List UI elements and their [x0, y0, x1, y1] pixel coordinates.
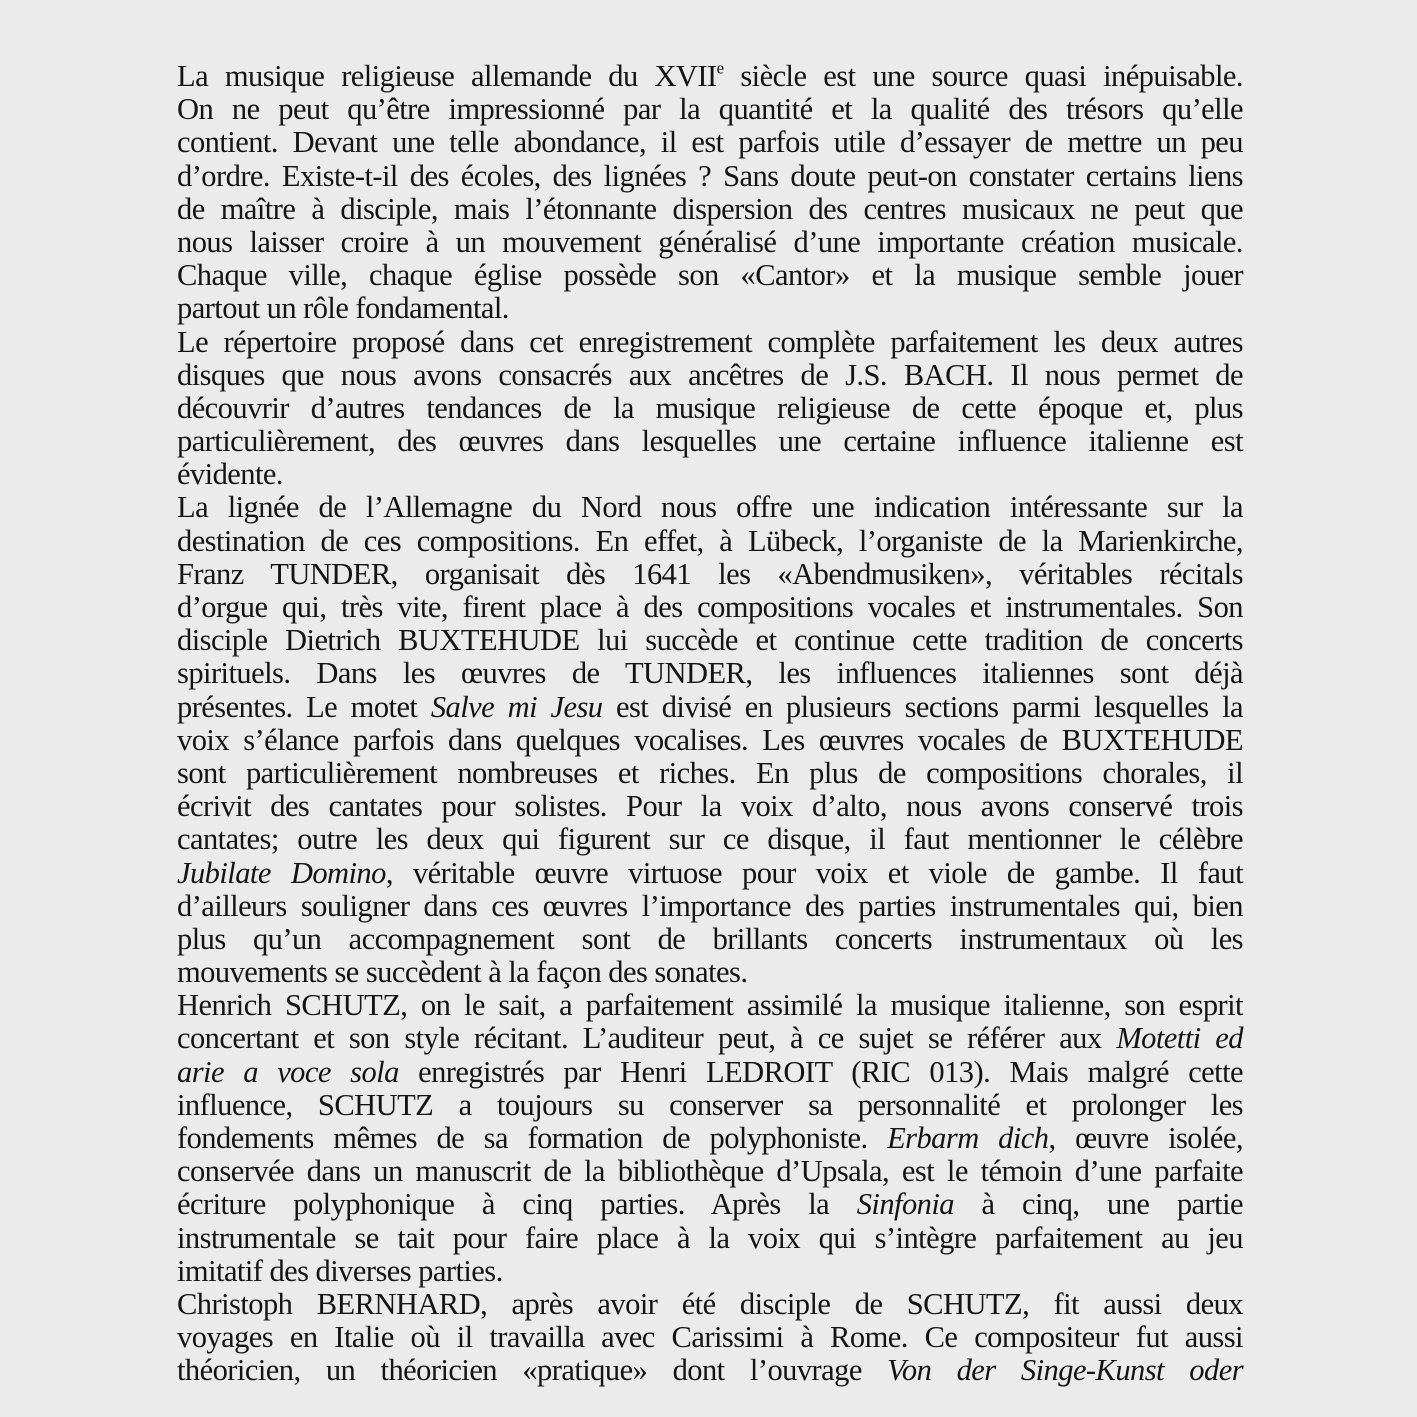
- text-run: imitatif des diverses parties.: [177, 1253, 503, 1288]
- text-line: [177, 857, 1243, 890]
- text-run: de maître à disciple, mais l’étonnante dispersion des centres musicaux ne peut que: [177, 191, 1243, 226]
- text-run: contient. Devant une telle abondance, il est parfois utile d’essayer de mettre un peu: [177, 125, 1243, 160]
- text-run: sont particulièrement nombreuses et riches. En plus de compositions chorales, il: [177, 755, 1243, 790]
- text-line: [177, 326, 1243, 359]
- text-run: spirituels. Dans les œuvres de TUNDER, les influences italiennes sont déjà: [177, 656, 1243, 691]
- italic-title: arie a voce sola: [177, 1054, 399, 1089]
- text-run: Henrich SCHUTZ, on le sait, a parfaitement assimilé la musique italienne, son esprit: [177, 988, 1243, 1023]
- text-line: [177, 126, 1243, 159]
- text-line: [177, 1188, 1243, 1221]
- text-line: [177, 757, 1243, 790]
- text-line: [177, 1022, 1243, 1055]
- text-run: La lignée de l’Allemagne du Nord nous offre une indication intéressante sur la: [177, 490, 1243, 525]
- text-line: [177, 226, 1243, 259]
- paragraph: [177, 1288, 1243, 1388]
- text-run: concertant et son style récitant. L’auditeur peut, à ce sujet se référer aux: [177, 1021, 1117, 1056]
- text-line: [177, 60, 1243, 93]
- text-line: [177, 1255, 1243, 1288]
- text-line: [177, 1222, 1243, 1255]
- paragraph: [177, 326, 1243, 492]
- text-run: théoricien, un théoricien «pratique» dont l’ouvrage: [177, 1353, 888, 1388]
- text-run: découvrir d’autres tendances de la musique religieuse de cette époque et, plus: [177, 390, 1243, 425]
- text-line: [177, 691, 1243, 724]
- text-run: voix s’élance parfois dans quelques vocalises. Les œuvres vocales de BUXTEHUDE: [177, 722, 1243, 757]
- text-line: [177, 923, 1243, 956]
- text-line: [177, 160, 1243, 193]
- text-run: siècle est une source quasi inépuisable.: [723, 59, 1243, 93]
- text-line: [177, 1056, 1243, 1089]
- text-line: [177, 956, 1243, 989]
- text-line: [177, 591, 1243, 624]
- text-line: [177, 890, 1243, 923]
- text-run: est divisé en plusieurs sections parmi lesquelles la: [602, 689, 1243, 724]
- text-run: On ne peut qu’être impressionné par la quantité et la qualité des trésors qu’elle: [177, 92, 1243, 127]
- text-run: Le répertoire proposé dans cet enregistrement complète parfaitement les deux autres: [177, 324, 1243, 359]
- superscript: e: [716, 58, 724, 78]
- text-run: évidente.: [177, 457, 283, 492]
- text-line: [177, 624, 1243, 657]
- text-line: [177, 1288, 1243, 1321]
- text-run: d’ordre. Existe-t-il des écoles, des lignées ? Sans doute peut-on constater certains liens: [177, 158, 1243, 193]
- text-run: La musique religieuse allemande du XVII: [177, 59, 717, 93]
- text-run: Franz TUNDER, organisait dès 1641 les «Abendmusiken», véritables récitals: [177, 556, 1243, 591]
- text-run: disques que nous avons consacrés aux ancêtres de J.S. BACH. Il nous permet de: [177, 357, 1243, 392]
- paragraph: [177, 491, 1243, 989]
- text-run: d’ailleurs souligner dans ces œuvres l’importance des parties instrumentales qui, bien: [177, 888, 1243, 923]
- text-run: Christoph BERNHARD, après avoir été disciple de SCHUTZ, fit aussi deux: [177, 1286, 1243, 1321]
- text-line: [177, 657, 1243, 690]
- text-run: Chaque ville, chaque église possède son «Cantor» et la musique semble jouer: [177, 258, 1243, 293]
- text-line: [177, 491, 1243, 524]
- text-run: disciple Dietrich BUXTEHUDE lui succède et continue cette tradition de concerts: [177, 623, 1243, 658]
- text-run: instrumentale se tait pour faire place à la voix qui s’intègre parfaitement au jeu: [177, 1220, 1243, 1255]
- text-run: , véritable œuvre virtuose pour voix et viole de gambe. Il faut: [385, 855, 1243, 890]
- text-line: [177, 1122, 1243, 1155]
- text-run: partout un rôle fondamental.: [177, 291, 509, 326]
- text-line: [177, 425, 1243, 458]
- text-line: [177, 1089, 1243, 1122]
- text-line: [177, 724, 1243, 757]
- text-line: [177, 259, 1243, 292]
- paragraph: [177, 60, 1243, 326]
- text-line: [177, 458, 1243, 491]
- text-line: [177, 525, 1243, 558]
- text-run: cantates; outre les deux qui figurent sur ce disque, il faut mentionner le célèbre: [177, 822, 1243, 857]
- text-run: présentes. Le motet: [177, 689, 431, 724]
- text-line: [177, 93, 1243, 126]
- text-line: [177, 558, 1243, 591]
- text-run: mouvements se succèdent à la façon des sonates.: [177, 955, 748, 990]
- text-run: écriture polyphonique à cinq parties. Après la: [177, 1187, 857, 1222]
- text-run: conservée dans un manuscrit de la bibliothèque d’Upsala, est le témoin d’une parfaite: [177, 1154, 1243, 1189]
- italic-title: Salve mi Jesu: [430, 689, 603, 724]
- text-line: [177, 1155, 1243, 1188]
- text-run: destination de ces compositions. En effet, à Lübeck, l’organiste de la Marienkirche,: [177, 523, 1243, 558]
- italic-title: Jubilate Domino: [177, 855, 386, 890]
- text-run: voyages en Italie où il travailla avec Carissimi à Rome. Ce compositeur fut aussi: [177, 1320, 1243, 1355]
- text-line: [177, 292, 1243, 325]
- italic-title: Erbarm dich: [887, 1121, 1049, 1155]
- text-line: [177, 790, 1243, 823]
- text-run: fondements mêmes de sa formation de polyphoniste.: [177, 1121, 888, 1155]
- text-line: [177, 1321, 1243, 1354]
- text-line: [177, 359, 1243, 392]
- text-line: [177, 989, 1243, 1022]
- body-text: [177, 60, 1243, 1388]
- italic-title: Motetti ed: [1116, 1021, 1243, 1056]
- text-line: [177, 193, 1243, 226]
- text-run: influence, SCHUTZ a toujours su conserver sa personnalité et prolonger les: [177, 1087, 1243, 1122]
- paragraph: [177, 989, 1243, 1288]
- text-run: enregistrés par Henri LEDROIT (RIC 013). Mais malgré cette: [398, 1054, 1243, 1089]
- text-line: [177, 823, 1243, 856]
- italic-title: Von der Singe-Kunst oder: [887, 1353, 1244, 1388]
- italic-title: Sinfonia: [856, 1187, 954, 1222]
- text-run: nous laisser croire à un mouvement généralisé d’une importante création musicale.: [177, 224, 1243, 259]
- text-line: [177, 392, 1243, 425]
- text-run: écrivit des cantates pour solistes. Pour la voix d’alto, nous avons conservé trois: [177, 789, 1243, 824]
- text-run: d’orgue qui, très vite, firent place à des compositions vocales et instrumentales. Son: [177, 590, 1243, 624]
- text-run: particulièrement, des œuvres dans lesquelles une certaine influence italienne est: [177, 424, 1243, 459]
- text-run: , œuvre isolée,: [1048, 1121, 1243, 1155]
- text-run: plus qu’un accompagnement sont de brillants concerts instrumentaux où les: [177, 921, 1243, 956]
- text-line: [177, 1354, 1243, 1387]
- text-run: à cinq, une partie: [953, 1187, 1243, 1222]
